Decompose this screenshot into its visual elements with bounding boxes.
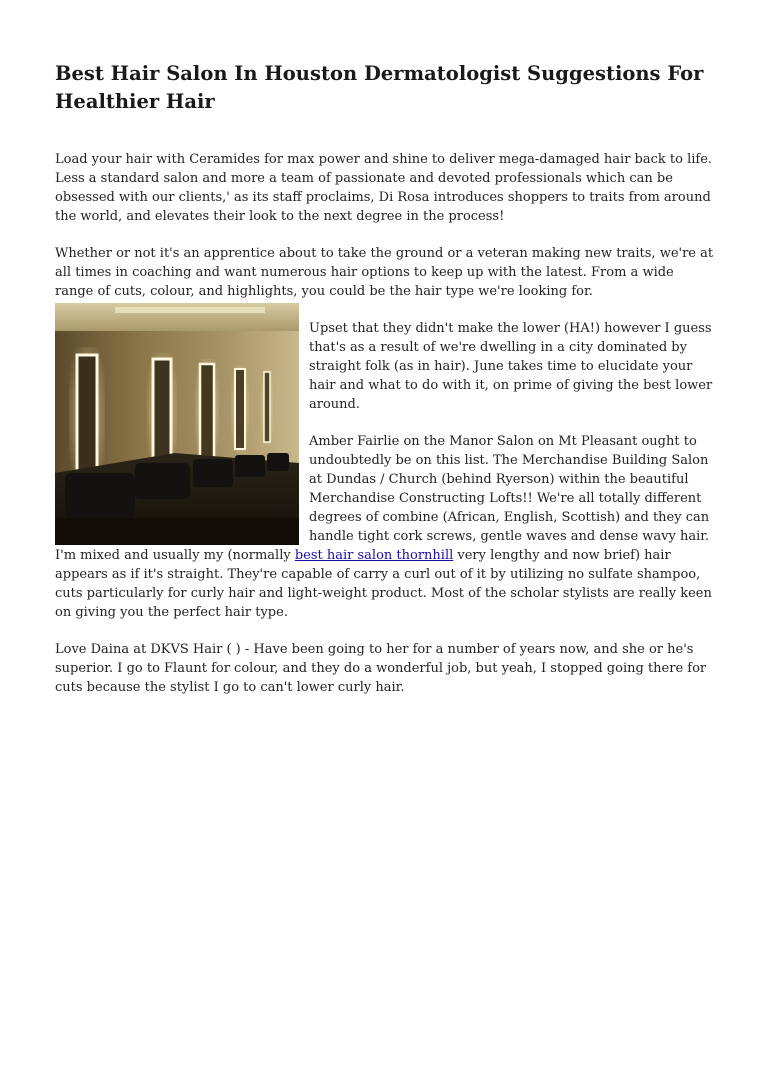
paragraph-apprentice: Whether or not it's an apprentice about to take the ground or a veteran making new traits, we're at all times in coaching and want numerous hair options to keep up with the latest. From a wide range of cuts, colour, and highlights, you could be the hair type we're looking for. xyxy=(55,246,714,299)
thornhill-salon-link[interactable]: best hair salon thornhill xyxy=(294,548,454,563)
amber-text-before-link: Amber Fairlie on the Manor Salon on Mt Pleasant ought to undoubtedly be on this list. The Merchandise Building Salon at Dundas / Church (behind Ryerson) within the beautiful Merchandise Constructing Lofts!! We're all totally different degrees of combine (African, English, Scottish) and they can handle tight cork screws, gentle waves and dense wavy hair. I'm mixed and usually my (normally xyxy=(55,434,710,563)
paragraph-daina: Love Daina at DKVS Hair ( ) - Have been going to her for a number of years now, and she or he's superior. I go to Flaunt for colour, and they do a wonderful job, but yeah, I stopped going there for cuts because the stylist I go to can't lower curly hair. xyxy=(55,642,707,695)
salon-interior-image xyxy=(55,303,299,545)
paragraph-ceramides: Load your hair with Ceramides for max power and shine to deliver mega-damaged hair back to life. Less a standard salon and more a team of passionate and devoted professionals which can be obsessed with our clients,' as its staff proclaims, Di Rosa introduces shoppers to traits from around the world, and elevates their look to the next degree in the process! xyxy=(55,152,713,224)
article-title: Best Hair Salon In Houston Dermatologist Suggestions For Healthier Hair xyxy=(55,62,704,113)
article-body xyxy=(55,150,715,715)
amber-text-after-link: very lengthy and now brief) hair appears as if it's straight. They're capable of carry a curl out of it by utilizing no sulfate shampoo, cuts particularly for curly hair and light-weight product. Most of the scholar stylists are really keen on giving you the perfect hair type. xyxy=(55,548,712,620)
paragraph-upset: Upset that they didn't make the lower (HA!) however I guess that's as a result of we're dwelling in a city dominated by straight folk (as in hair). June takes time to elucidate your hair and what to do with it, on prime of giving the best lower around. xyxy=(309,321,713,412)
